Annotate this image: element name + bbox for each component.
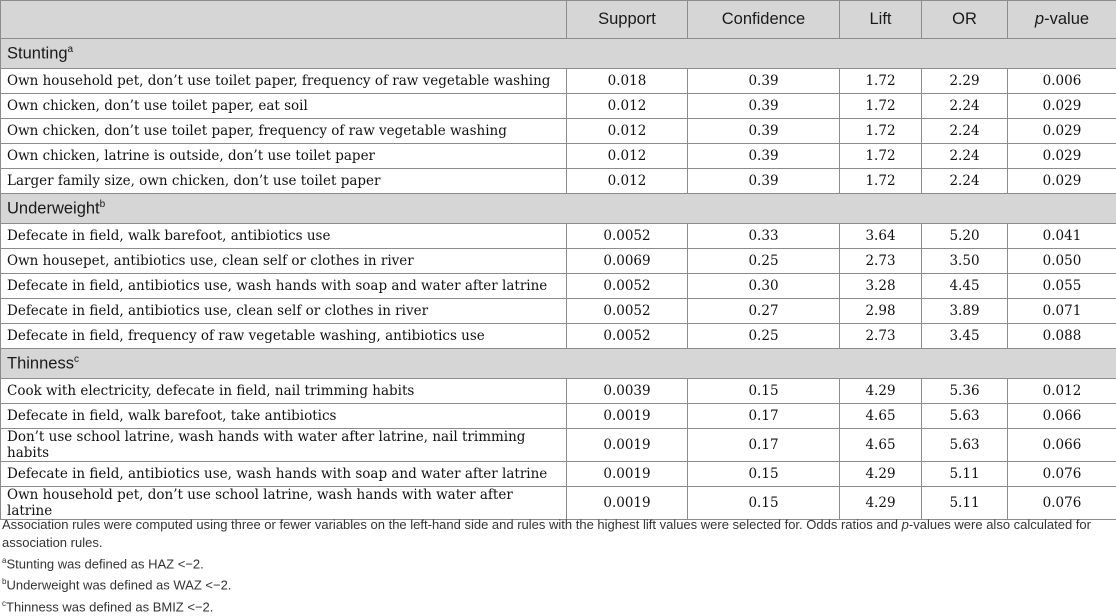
table-body bbox=[1, 39, 1116, 520]
cell-or: 5.11 bbox=[922, 462, 1008, 487]
cell-rule: Own chicken, latrine is outside, don’t use toilet paper bbox=[1, 144, 567, 169]
cell-support: 0.0052 bbox=[567, 274, 688, 299]
cell-lift: 3.28 bbox=[840, 274, 922, 299]
cell-confidence: 0.15 bbox=[688, 487, 840, 520]
section-row bbox=[1, 194, 1116, 224]
cell-or: 3.45 bbox=[922, 324, 1008, 349]
cell-p-value: 0.076 bbox=[1008, 487, 1116, 520]
cell-lift: 2.73 bbox=[840, 249, 922, 274]
table-row bbox=[1, 429, 1116, 462]
cell-confidence: 0.25 bbox=[688, 324, 840, 349]
header-lift: Lift bbox=[840, 1, 922, 39]
table-row bbox=[1, 94, 1116, 119]
header-rule bbox=[1, 1, 567, 39]
cell-or: 5.20 bbox=[922, 224, 1008, 249]
cell-p-value: 0.029 bbox=[1008, 144, 1116, 169]
table-row bbox=[1, 324, 1116, 349]
cell-confidence: 0.33 bbox=[688, 224, 840, 249]
cell-rule: Own household pet, don’t use toilet paper, frequency of raw vegetable washing bbox=[1, 69, 567, 94]
cell-support: 0.0039 bbox=[567, 379, 688, 404]
table-row bbox=[1, 462, 1116, 487]
cell-rule: Own chicken, don’t use toilet paper, eat soil bbox=[1, 94, 567, 119]
table-row bbox=[1, 249, 1116, 274]
cell-rule: Defecate in field, walk barefoot, take antibiotics bbox=[1, 404, 567, 429]
cell-support: 0.0069 bbox=[567, 249, 688, 274]
cell-lift: 1.72 bbox=[840, 119, 922, 144]
cell-p-value: 0.029 bbox=[1008, 119, 1116, 144]
cell-lift: 3.64 bbox=[840, 224, 922, 249]
cell-rule: Defecate in field, frequency of raw vegetable washing, antibiotics use bbox=[1, 324, 567, 349]
cell-lift: 4.65 bbox=[840, 429, 922, 462]
cell-or: 2.24 bbox=[922, 119, 1008, 144]
footnote-b: $^b$Underweight was defined as WAZ <−2. bbox=[2, 573, 1114, 594]
cell-p-value: 0.006 bbox=[1008, 69, 1116, 94]
cell-p-value: 0.029 bbox=[1008, 169, 1116, 194]
cell-rule: Defecate in field, walk barefoot, antibiotics use bbox=[1, 224, 567, 249]
cell-support: 0.012 bbox=[567, 119, 688, 144]
cell-confidence: 0.39 bbox=[688, 94, 840, 119]
table-row bbox=[1, 69, 1116, 94]
table-row bbox=[1, 404, 1116, 429]
cell-support: 0.012 bbox=[567, 169, 688, 194]
cell-p-value: 0.029 bbox=[1008, 94, 1116, 119]
header-p-italic: p bbox=[1035, 10, 1044, 28]
header-or: OR bbox=[922, 1, 1008, 39]
cell-or: 2.24 bbox=[922, 94, 1008, 119]
section-row bbox=[1, 39, 1116, 69]
cell-or: 3.50 bbox=[922, 249, 1008, 274]
cell-lift: 4.65 bbox=[840, 404, 922, 429]
header-support: Support bbox=[567, 1, 688, 39]
cell-lift: 4.29 bbox=[840, 487, 922, 520]
footnote-c: $^c$Thinness was defined as BMIZ <−2. bbox=[2, 595, 1114, 616]
cell-p-value: 0.088 bbox=[1008, 324, 1116, 349]
cell-p-value: 0.050 bbox=[1008, 249, 1116, 274]
cell-confidence: 0.17 bbox=[688, 429, 840, 462]
cell-support: 0.018 bbox=[567, 69, 688, 94]
cell-support: 0.0052 bbox=[567, 324, 688, 349]
cell-or: 2.24 bbox=[922, 169, 1008, 194]
cell-p-value: 0.066 bbox=[1008, 404, 1116, 429]
cell-or: 4.45 bbox=[922, 274, 1008, 299]
section-title: Thinness$^c$ bbox=[1, 349, 1116, 379]
cell-confidence: 0.15 bbox=[688, 379, 840, 404]
cell-rule: Own household pet, don’t use school latrine, wash hands with water after latrine bbox=[1, 487, 567, 520]
cell-or: 5.63 bbox=[922, 404, 1008, 429]
cell-or: 5.63 bbox=[922, 429, 1008, 462]
cell-rule: Own housepet, antibiotics use, clean self or clothes in river bbox=[1, 249, 567, 274]
notes-main: Association rules were computed using three or fewer variables on the left-hand side and rules with the highest lift values were selected for. Odds ratios and p-values were also calculated for association rules. bbox=[2, 516, 1114, 552]
cell-support: 0.0052 bbox=[567, 224, 688, 249]
cell-support: 0.0019 bbox=[567, 404, 688, 429]
table-row bbox=[1, 487, 1116, 520]
cell-support: 0.012 bbox=[567, 144, 688, 169]
table-notes bbox=[2, 516, 1114, 616]
header-row bbox=[1, 1, 1116, 39]
table-row bbox=[1, 274, 1116, 299]
cell-confidence: 0.17 bbox=[688, 404, 840, 429]
cell-p-value: 0.055 bbox=[1008, 274, 1116, 299]
cell-lift: 2.73 bbox=[840, 324, 922, 349]
cell-rule: Own chicken, don’t use toilet paper, frequency of raw vegetable washing bbox=[1, 119, 567, 144]
cell-support: 0.0019 bbox=[567, 487, 688, 520]
cell-rule: Larger family size, own chicken, don’t use toilet paper bbox=[1, 169, 567, 194]
cell-p-value: 0.076 bbox=[1008, 462, 1116, 487]
header-confidence: Confidence bbox=[688, 1, 840, 39]
cell-support: 0.0052 bbox=[567, 299, 688, 324]
cell-or: 3.89 bbox=[922, 299, 1008, 324]
cell-confidence: 0.27 bbox=[688, 299, 840, 324]
header-p-value bbox=[1008, 1, 1116, 39]
cell-rule: Defecate in field, antibiotics use, clean self or clothes in river bbox=[1, 299, 567, 324]
footnote-a: $^a$Stunting was defined as HAZ <−2. bbox=[2, 552, 1114, 573]
cell-confidence: 0.39 bbox=[688, 69, 840, 94]
cell-lift: 1.72 bbox=[840, 94, 922, 119]
table-row bbox=[1, 169, 1116, 194]
cell-or: 2.24 bbox=[922, 144, 1008, 169]
cell-lift: 2.98 bbox=[840, 299, 922, 324]
cell-confidence: 0.39 bbox=[688, 119, 840, 144]
table-row bbox=[1, 379, 1116, 404]
cell-support: 0.0019 bbox=[567, 462, 688, 487]
header-value-suffix: -value bbox=[1044, 10, 1089, 28]
table-row bbox=[1, 299, 1116, 324]
cell-support: 0.012 bbox=[567, 94, 688, 119]
cell-support: 0.0019 bbox=[567, 429, 688, 462]
cell-confidence: 0.15 bbox=[688, 462, 840, 487]
cell-p-value: 0.041 bbox=[1008, 224, 1116, 249]
cell-confidence: 0.25 bbox=[688, 249, 840, 274]
cell-or: 5.36 bbox=[922, 379, 1008, 404]
section-row bbox=[1, 349, 1116, 379]
cell-p-value: 0.066 bbox=[1008, 429, 1116, 462]
cell-rule: Don’t use school latrine, wash hands with water after latrine, nail trimming habits bbox=[1, 429, 567, 462]
cell-confidence: 0.39 bbox=[688, 169, 840, 194]
cell-or: 5.11 bbox=[922, 487, 1008, 520]
cell-lift: 1.72 bbox=[840, 69, 922, 94]
cell-or: 2.29 bbox=[922, 69, 1008, 94]
section-title: Stunting$^a$ bbox=[1, 39, 1116, 69]
table-row bbox=[1, 119, 1116, 144]
table-row bbox=[1, 144, 1116, 169]
cell-lift: 1.72 bbox=[840, 169, 922, 194]
table-row bbox=[1, 224, 1116, 249]
cell-lift: 4.29 bbox=[840, 462, 922, 487]
cell-lift: 4.29 bbox=[840, 379, 922, 404]
cell-confidence: 0.39 bbox=[688, 144, 840, 169]
cell-rule: Defecate in field, antibiotics use, wash hands with soap and water after latrine bbox=[1, 462, 567, 487]
cell-p-value: 0.071 bbox=[1008, 299, 1116, 324]
section-title: Underweight$^b$ bbox=[1, 194, 1116, 224]
cell-lift: 1.72 bbox=[840, 144, 922, 169]
cell-rule: Cook with electricity, defecate in field, nail trimming habits bbox=[1, 379, 567, 404]
cell-confidence: 0.30 bbox=[688, 274, 840, 299]
cell-rule: Defecate in field, antibiotics use, wash hands with soap and water after latrine bbox=[1, 274, 567, 299]
cell-p-value: 0.012 bbox=[1008, 379, 1116, 404]
